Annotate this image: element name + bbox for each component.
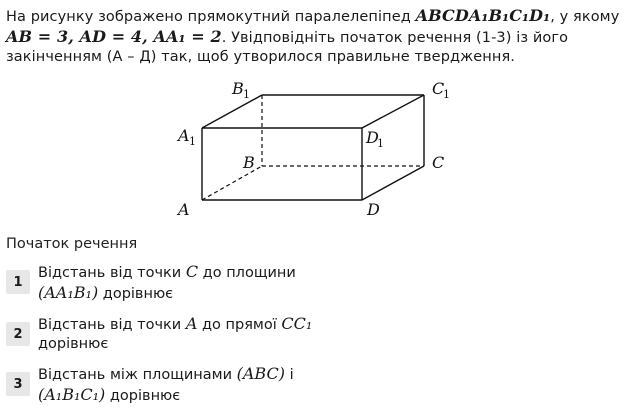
item-math: CC₁ [281,314,313,333]
label-b1-sub: 1 [243,88,250,101]
item-math: C [185,262,199,281]
parallelepiped-figure [170,74,460,224]
intro-text-1: На рисунку зображено прямокутний паралелепіпед [6,9,416,25]
item-math: A [185,314,198,333]
item-number: 1 [6,270,30,294]
edge-a1-b1 [202,95,262,128]
item-number: 2 [6,322,30,346]
item-number: 3 [6,372,30,396]
item-text-part: дорівнює [105,388,181,404]
edge-d-c [362,166,424,200]
label-a: A [178,200,190,219]
label-b1: B [232,79,244,98]
label-a1-sub: 1 [189,135,196,148]
problem-statement [6,6,622,67]
item-math: (ABC) [236,364,285,383]
item-text-part: Відстань від точки [38,265,186,281]
item-text-part: до прямої [197,317,282,333]
item-text-part: дорівнює [38,336,109,352]
box-name: ABCDA₁B₁C₁D₁ [415,6,551,25]
intro-text-2: , у якому [550,9,620,25]
label-d: D [367,200,380,219]
label-d1: D [366,128,379,147]
intro-text-3: . Увідповідніть початок речення (1-3) із його [221,30,569,46]
item-text-part: Відстань від точки [38,317,186,333]
section-heading: Початок речення [6,236,138,252]
item-text [38,364,338,406]
label-c1-sub: 1 [443,88,450,101]
item-text [38,314,338,354]
item-text-part: до площини [198,265,296,281]
label-d1-sub: 1 [377,137,384,150]
item-text-part: і [284,367,294,383]
item-text-part: дорівнює [98,286,174,302]
given-values: AB = 3, AD = 4, AA₁ = 2 [6,27,222,46]
item-math: (A₁B₁C₁) [38,385,106,404]
label-c: C [432,153,445,172]
intro-text-4: закінченням (А – Д) так, щоб утворилося правильне твердження. [6,49,516,65]
edge-d1-c1 [362,95,424,128]
item-text-part: Відстань між площинами [38,367,237,383]
item-math: (AA₁B₁) [38,283,99,302]
item-text [38,262,338,304]
label-a1: A [178,126,190,145]
label-c1: C [432,79,445,98]
label-b: B [243,153,255,172]
